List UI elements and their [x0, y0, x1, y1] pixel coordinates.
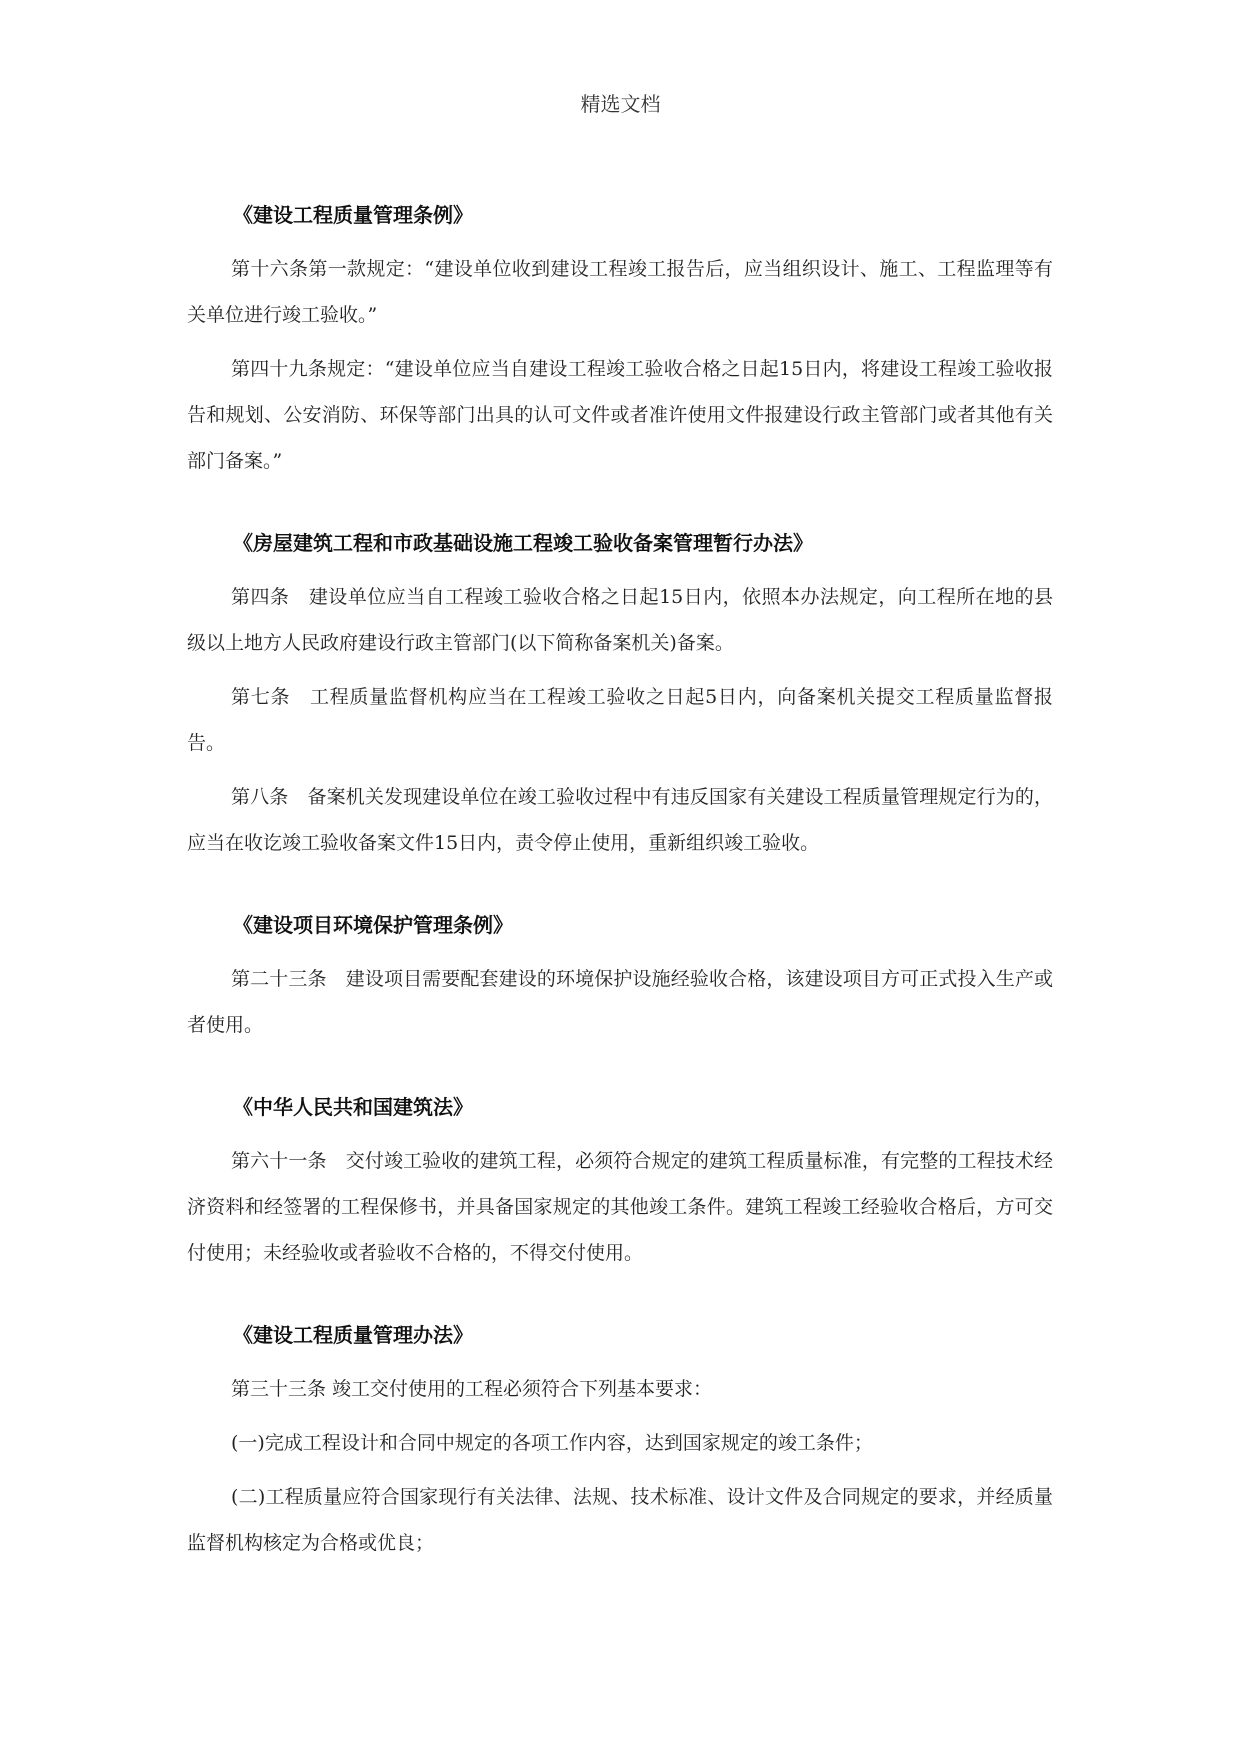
article-paragraph: 第七条 工程质量监督机构应当在工程竣工验收之日起5日内，向备案机关提交工程质量监督报告。: [187, 686, 1053, 754]
section-title: 《建设工程质量管理条例》: [233, 203, 473, 227]
article-paragraph: 第四条 建设单位应当自工程竣工验收合格之日起15日内，依照本办法规定，向工程所在地的县级以上地方人民政府建设行政主管部门(以下简称备案机关)备案。: [187, 586, 1053, 654]
section-completion-filing-measures: [187, 530, 1053, 866]
section-title: 《中华人民共和国建筑法》: [233, 1095, 473, 1119]
section-construction-quality-measures: [187, 1322, 1053, 1566]
article-paragraph: 第六十一条 交付竣工验收的建筑工程，必须符合规定的建筑工程质量标准，有完整的工程技术经济资料和经签署的工程保修书，并具备国家规定的其他竣工条件。建筑工程竣工经验收合格后，方可交付使用；未经验收或者验收不合格的，不得交付使用。: [187, 1150, 1053, 1264]
article-paragraph: 第三十三条 竣工交付使用的工程必须符合下列基本要求：: [231, 1378, 713, 1400]
section-title: 《建设工程质量管理办法》: [233, 1323, 473, 1347]
article-paragraph: 第八条 备案机关发现建设单位在竣工验收过程中有违反国家有关建设工程质量管理规定行为的，应当在收讫竣工验收备案文件15日内，责令停止使用，重新组织竣工验收。: [187, 786, 1053, 854]
document-body: [187, 202, 1053, 1612]
section-construction-law: [187, 1094, 1053, 1276]
article-paragraph: 第十六条第一款规定：“建设单位收到建设工程竣工报告后，应当组织设计、施工、工程监理等有关单位进行竣工验收。”: [187, 258, 1053, 326]
article-paragraph: (二)工程质量应符合国家现行有关法律、法规、技术标准、设计文件及合同规定的要求，并经质量监督机构核定为合格或优良；: [187, 1486, 1053, 1554]
section-title: 《建设项目环境保护管理条例》: [233, 913, 513, 937]
article-paragraph: (一)完成工程设计和合同中规定的各项工作内容，达到国家规定的竣工条件；: [231, 1432, 873, 1454]
article-paragraph: 第四十九条规定：“建设单位应当自建设工程竣工验收合格之日起15日内，将建设工程竣工验收报告和规划、公安消防、环保等部门出具的认可文件或者准许使用文件报建设行政主管部门或者其他有关部门备案。”: [187, 358, 1053, 472]
section-construction-quality-regulations: [187, 202, 1053, 484]
section-title: 《房屋建筑工程和市政基础设施工程竣工验收备案管理暂行办法》: [233, 531, 813, 555]
page-header: 精选文档: [580, 92, 661, 116]
article-paragraph: 第二十三条 建设项目需要配套建设的环境保护设施经验收合格，该建设项目方可正式投入生产或者使用。: [187, 968, 1053, 1036]
section-environmental-protection-regulations: [187, 912, 1053, 1048]
